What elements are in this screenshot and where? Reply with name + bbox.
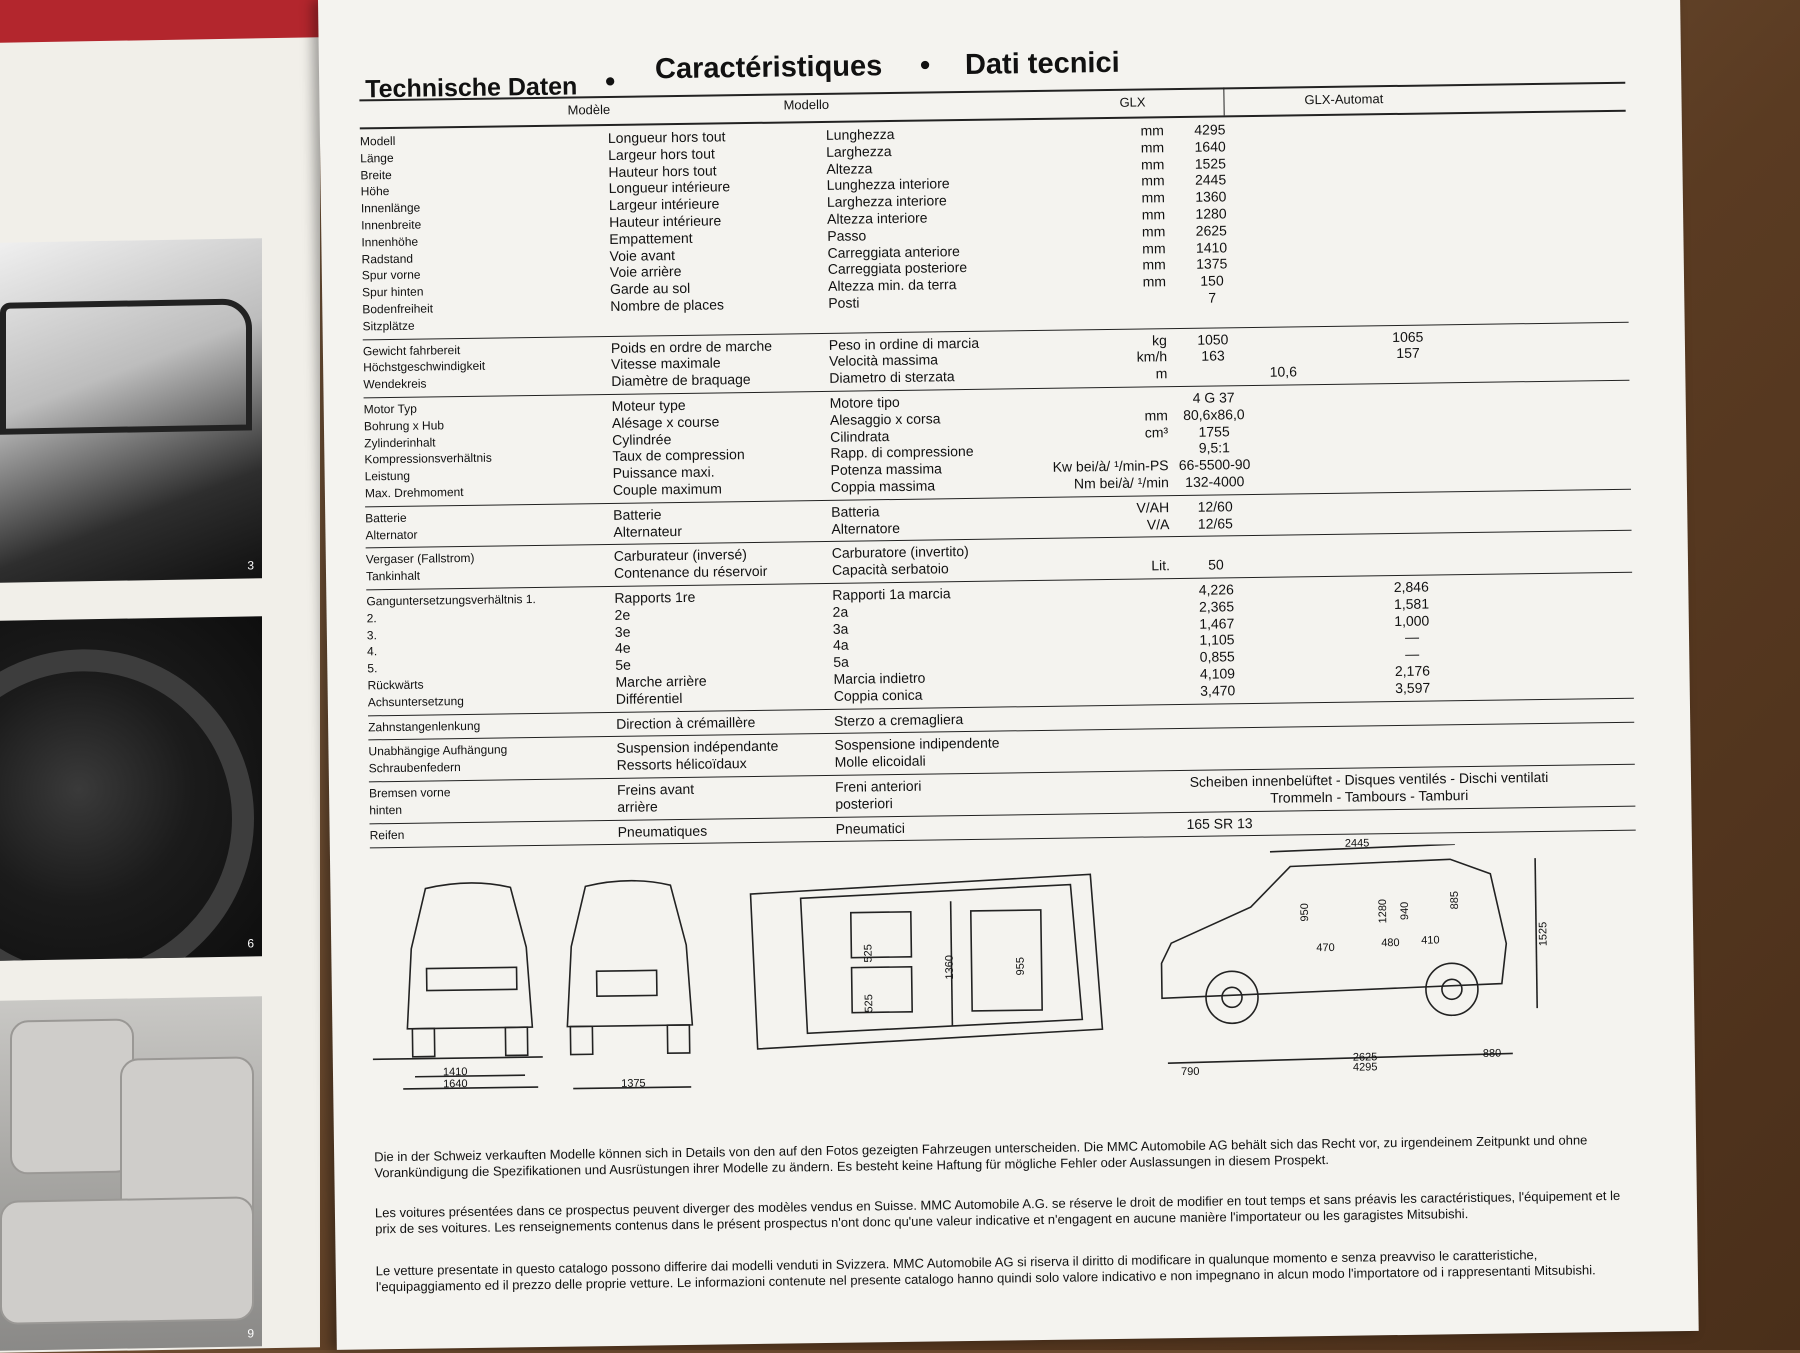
spec-cell-fr: Alésage x course bbox=[611, 413, 720, 431]
spec-column-de bbox=[363, 341, 486, 393]
spec-cell-auto: 1,000 bbox=[1394, 612, 1430, 629]
side-view-drawing bbox=[1160, 843, 1538, 1063]
spec-column-de bbox=[368, 742, 507, 778]
spec-cell-auto: 3,597 bbox=[1395, 679, 1431, 696]
spec-cell-de: Motor Typ bbox=[363, 401, 417, 417]
section-rule bbox=[364, 380, 1630, 399]
spec-cell-de: Breite bbox=[360, 167, 392, 183]
dim-inner-width: 1360 bbox=[943, 954, 956, 980]
spec-column-de bbox=[364, 400, 493, 503]
spec-column-unit bbox=[1044, 122, 1167, 308]
spec-cell-unit: mm bbox=[1141, 206, 1166, 223]
spec-cell-it: Velocità massima bbox=[828, 351, 939, 370]
spec-cell-de: Bohrung x Hub bbox=[363, 418, 445, 434]
spec-cell-fr: Direction à crémaillère bbox=[616, 713, 756, 732]
spec-column-glx bbox=[1159, 814, 1279, 832]
column-divider bbox=[1223, 87, 1224, 115]
spec-cell-de: 5. bbox=[367, 661, 378, 676]
spec-cell-fr: 3e bbox=[614, 623, 631, 640]
spec-cell-wide: Scheiben innenbelüftet - Disques ventilés - Dischi ventilati bbox=[1189, 768, 1549, 790]
spec-cell-de: Spur vorne bbox=[361, 267, 421, 283]
spec-cell-auto: 1,581 bbox=[1393, 595, 1430, 612]
spec-cell-unit: mm bbox=[1141, 222, 1166, 240]
title-bullet: • bbox=[919, 49, 931, 82]
spec-column-auto bbox=[1351, 578, 1473, 697]
column-header-fr: Modèle bbox=[567, 101, 611, 118]
dim-seat-a: 525 bbox=[862, 944, 875, 963]
spec-cell-de: Schraubenfedern bbox=[368, 760, 461, 776]
spec-cell-unit: mm bbox=[1142, 273, 1167, 290]
spec-cell-de: Spur hinten bbox=[361, 284, 424, 300]
spec-column-wide bbox=[1089, 767, 1649, 808]
spec-cell-fr: Freins avant bbox=[616, 780, 695, 798]
spec-cell-fr: Empattement bbox=[609, 229, 693, 247]
spec-cell-de: 4. bbox=[367, 644, 378, 659]
spec-cell-it: Sterzo a cremagliera bbox=[833, 710, 964, 729]
spec-cell-it: 5a bbox=[833, 653, 849, 671]
spec-cell-unit: mm bbox=[1141, 172, 1165, 189]
dim-rear-track: 1375 bbox=[621, 1077, 646, 1090]
spec-column-unit bbox=[1047, 332, 1168, 384]
top-view-drawing bbox=[750, 874, 1102, 1049]
spec-column-fr bbox=[616, 714, 756, 733]
dim-rear-inner: 955 bbox=[1014, 957, 1027, 976]
spec-cell-it: Larghezza interiore bbox=[826, 192, 947, 211]
spec-cell-unit: Lit. bbox=[1151, 557, 1171, 574]
spec-cell-glx: 1360 bbox=[1195, 188, 1227, 205]
spec-cell-shared: 10,6 bbox=[1269, 363, 1298, 380]
spec-cell-fr: Moteur type bbox=[611, 396, 686, 414]
spec-cell-it: Carreggiata posteriore bbox=[827, 259, 968, 278]
dim-h3: 940 bbox=[1398, 901, 1412, 921]
spec-cell-auto: 1065 bbox=[1392, 328, 1424, 345]
spec-cell-glx: 1525 bbox=[1194, 154, 1227, 172]
spec-cell-unit: m bbox=[1155, 365, 1168, 382]
spec-column-fr bbox=[618, 822, 708, 840]
spec-cell-fr: Longueur intérieure bbox=[608, 178, 731, 197]
spec-cell-glx: 1375 bbox=[1196, 255, 1228, 273]
spec-cell-glx: 0,855 bbox=[1199, 648, 1235, 665]
spec-cell-it: Altezza interiore bbox=[826, 209, 928, 227]
spec-cell-glx: 80,6x86,0 bbox=[1183, 405, 1245, 423]
spec-cell-glx: 1280 bbox=[1195, 205, 1227, 222]
spec-cell-shared bbox=[1223, 329, 1343, 347]
spec-column-it bbox=[831, 503, 900, 538]
spec-cell-fr: Diamètre de braquage bbox=[611, 371, 751, 390]
spec-cell-unit bbox=[1046, 290, 1166, 308]
spec-cell-it: Rapp. di compressione bbox=[830, 443, 974, 462]
spec-column-de bbox=[360, 132, 434, 335]
photo-roof-rack bbox=[0, 238, 262, 583]
car-drawings bbox=[370, 842, 1643, 1100]
dim-front-overhang: 790 bbox=[1180, 1065, 1200, 1079]
seat-shape bbox=[0, 1196, 254, 1324]
spec-cell-glx: 4,109 bbox=[1199, 665, 1236, 682]
spec-cell-fr: Marche arrière bbox=[615, 672, 707, 690]
photo-steering-wheel bbox=[0, 616, 262, 961]
spec-cell-unit: Nm bei/à/ ¹/min bbox=[1073, 474, 1169, 492]
spec-column-it bbox=[832, 543, 969, 579]
spec-cell-de: Wendekreis bbox=[363, 376, 427, 392]
spec-cell-it: Molle elicoidali bbox=[834, 752, 926, 771]
spec-cell-unit: mm bbox=[1140, 138, 1165, 156]
spec-cell-fr: Puissance maxi. bbox=[612, 463, 715, 482]
spec-column-it bbox=[834, 711, 963, 730]
spec-column-it bbox=[836, 819, 905, 837]
spec-cell-it: Peso in ordine di marcia bbox=[828, 334, 980, 353]
spec-cell-auto: — bbox=[1405, 645, 1420, 663]
dimension-diagrams bbox=[370, 837, 1643, 1100]
spec-cell-fr: Vitesse maximale bbox=[611, 354, 721, 373]
spec-column-it bbox=[832, 585, 952, 704]
spec-cell-de: Achsuntersetzung bbox=[367, 693, 464, 710]
photo-seats bbox=[0, 996, 262, 1351]
spec-cell-fr: Longueur hors tout bbox=[607, 128, 726, 146]
spec-cell-unit: mm bbox=[1142, 239, 1166, 257]
spec-cell-unit: V/AH bbox=[1136, 498, 1170, 516]
spec-column-de bbox=[366, 591, 537, 711]
spec-cell-de: Sitzplätze bbox=[362, 318, 415, 334]
spec-cell-it: Sospensione indipendente bbox=[834, 734, 1000, 754]
spec-column-shared bbox=[1223, 329, 1344, 381]
spec-cell-fr: Largeur hors tout bbox=[608, 145, 715, 163]
spec-cell-glx: 4295 bbox=[1194, 121, 1226, 138]
dim-wheelbase: 2625 bbox=[1352, 1051, 1378, 1064]
spec-cell-glx: 1050 bbox=[1197, 330, 1229, 348]
spec-cell-fr: arrière bbox=[617, 798, 658, 815]
spec-cell-unit: mm bbox=[1144, 406, 1168, 424]
spec-cell-fr: Largeur intérieure bbox=[608, 195, 720, 214]
spec-cell-unit: mm bbox=[1141, 189, 1165, 206]
spec-cell-it: Pneumatici bbox=[835, 819, 905, 837]
photo-number: 6 bbox=[247, 936, 254, 951]
spec-cell-fr: Suspension indépendante bbox=[616, 738, 779, 757]
spec-column-fr bbox=[612, 396, 746, 499]
spec-cell-fr: Alternateur bbox=[613, 522, 683, 540]
dim-410: 410 bbox=[1421, 934, 1440, 947]
column-header-glx-auto: GLX-Automat bbox=[1304, 91, 1384, 108]
spec-column-de bbox=[370, 826, 405, 843]
spec-cell-it: Altezza bbox=[826, 159, 873, 177]
spec-column-glx bbox=[1154, 389, 1275, 491]
seat-shape bbox=[10, 1018, 134, 1174]
spec-column-unit bbox=[1050, 541, 1170, 576]
spec-cell-de: Leistung bbox=[364, 468, 411, 484]
spec-cell-it: 4a bbox=[832, 637, 849, 654]
column-header-glx: GLX bbox=[1119, 94, 1146, 110]
spec-cell-it: Coppia massima bbox=[830, 477, 936, 495]
spec-cell-fr: Hauteur hors tout bbox=[608, 162, 717, 180]
spec-cell-it: Capacità serbatoio bbox=[831, 560, 949, 579]
spec-cell-glx: 4,226 bbox=[1198, 581, 1234, 598]
spec-cell-unit: cm³ bbox=[1144, 423, 1169, 441]
spec-cell-de: Länge bbox=[360, 150, 394, 166]
spec-cell-it: posteriori bbox=[835, 794, 893, 812]
spec-cell-shared bbox=[1223, 346, 1343, 364]
spec-cell-glx: 2625 bbox=[1195, 222, 1227, 239]
dim-seat-b: 525 bbox=[863, 994, 876, 1013]
dim-h4: 885 bbox=[1448, 890, 1461, 910]
spec-cell-de: Kompressionsverhältnis bbox=[364, 451, 492, 467]
spec-cell-glx: 165 SR 13 bbox=[1186, 814, 1253, 832]
disclaimer-it-text: Le vetture presentate in questo catalogo possono differire dai modelli venduti in Svizzera. MMC Automobile AG si riserva il diritto di modificare in qualunque momento e senza preavviso le caratteristiche, l'equipaggiamento ed il prezzo delle proprie vetture. Le informazioni contenute nel presente catalogo hanno quindi solo valore indicativo e non impegnano in alcun modo l'importatore od i rappresentanti Mitsubishi. bbox=[375, 1247, 1596, 1295]
spec-cell-fr: Ressorts hélicoïdaux bbox=[616, 755, 747, 774]
spec-cell-auto: 2,176 bbox=[1394, 662, 1431, 680]
steering-wheel-shape bbox=[0, 646, 254, 960]
spec-cell-de: Modell bbox=[359, 133, 396, 149]
spec-cell-fr: Nombre de places bbox=[610, 296, 725, 314]
disclaimer-de bbox=[374, 1132, 1624, 1181]
spec-cell-it: Cilindrata bbox=[830, 427, 890, 445]
spec-cell-de: Max. Drehmoment bbox=[364, 485, 464, 501]
spec-cell-de: Ganguntersetzungsverhältnis 1. bbox=[366, 592, 536, 609]
disclaimer-de-text: Die in der Schweiz verkauften Modelle können sich in Details von den auf den Fotos gezeigten Fahrzeugen unterscheiden. Die MMC Automobile AG behält sich das Recht vor, zu irgendeinem Zeitpunkt und ohne Vorankündigung die Spezifikationen und Ausrüstungen ihrer Modelle zu ändern. Es besteht keine Haftung für mögliche Fehler oder Auslassungen in diesem Prospekt. bbox=[374, 1132, 1588, 1181]
spec-cell-it: Alternatore bbox=[831, 519, 901, 537]
spec-cell-fr: Couple maximum bbox=[612, 480, 722, 498]
spec-cell-it: Alesaggio x corsa bbox=[829, 410, 941, 428]
spec-cell-unit: mm bbox=[1142, 256, 1166, 273]
title-de: Technische Daten bbox=[365, 72, 578, 104]
spec-column-fr bbox=[608, 128, 732, 314]
section-rule bbox=[368, 722, 1634, 741]
spec-cell-de: Vergaser (Fallstrom) bbox=[365, 551, 475, 567]
spec-cell-auto: 157 bbox=[1396, 345, 1420, 362]
spec-cell-glx: 1,467 bbox=[1199, 614, 1235, 632]
spec-cell-it: Carburatore (invertito) bbox=[831, 543, 969, 562]
spec-cell-glx: 2,365 bbox=[1198, 598, 1235, 615]
spec-cell-de: Zylinderinhalt bbox=[364, 434, 436, 450]
spec-cell-de: Gewicht fahrbereit bbox=[362, 342, 461, 359]
spec-cell-fr: Batterie bbox=[613, 506, 662, 523]
spec-cell-it: Rapporti 1a marcia bbox=[832, 585, 951, 603]
spec-cell-de: Radstand bbox=[361, 251, 414, 266]
spec-cell-unit bbox=[1048, 390, 1168, 408]
spec-cell-unit: kg bbox=[1151, 331, 1167, 348]
spec-cell-glx: 66-5500-90 bbox=[1178, 456, 1251, 474]
spec-column-it bbox=[834, 735, 999, 771]
spec-cell-it: Potenza massima bbox=[830, 460, 942, 479]
spec-cell-glx: 1410 bbox=[1195, 238, 1228, 256]
spec-cell-glx: 2445 bbox=[1194, 171, 1227, 189]
spec-cell-it: Posti bbox=[828, 294, 860, 311]
spec-column-de bbox=[365, 509, 417, 543]
disclaimer-fr bbox=[375, 1188, 1625, 1237]
spec-cell-it: Marcia indietro bbox=[833, 669, 926, 687]
column-header-it: Modello bbox=[783, 96, 830, 113]
spec-cell-de: Zahnstangenlenkung bbox=[368, 718, 481, 734]
spec-cell-fr: Garde au sol bbox=[609, 280, 691, 298]
header-rule bbox=[360, 110, 1626, 130]
dim-length: 4295 bbox=[1352, 1061, 1378, 1074]
spec-cell-wide: Trommeln - Tambours - Tamburi bbox=[1270, 786, 1469, 806]
spec-cell-auto: 2,846 bbox=[1393, 578, 1429, 596]
rear-view-drawing bbox=[565, 880, 693, 1089]
spec-column-fr bbox=[611, 337, 773, 390]
photo-number: 9 bbox=[247, 1326, 254, 1341]
spec-cell-glx: 1640 bbox=[1194, 138, 1226, 155]
spec-cell-glx: 7 bbox=[1208, 289, 1217, 306]
spec-cell-de: Bodenfreiheit bbox=[362, 301, 434, 317]
spec-cell-fr: Voie avant bbox=[609, 246, 676, 264]
spec-cell-glx: 1,105 bbox=[1199, 631, 1235, 649]
spec-cell-it: 2a bbox=[832, 603, 849, 620]
spec-cell-fr: Taux de compression bbox=[612, 446, 745, 465]
spec-cell-glx: 163 bbox=[1201, 347, 1225, 365]
spec-cell-fr: Carburateur (inversé) bbox=[613, 546, 747, 565]
spec-cell-de: 3. bbox=[366, 627, 377, 642]
spec-cell-auto: — bbox=[1404, 629, 1420, 646]
spec-cell-it: 3a bbox=[832, 620, 849, 637]
spec-cell-it: Passo bbox=[827, 227, 867, 244]
spec-cell-de: Reifen bbox=[369, 827, 405, 842]
spec-cell-it: Larghezza bbox=[826, 142, 892, 160]
dim-top-length: 2445 bbox=[1344, 837, 1370, 850]
spec-cell-de: Tankinhalt bbox=[365, 568, 421, 584]
spec-cell-fr: Rapports 1re bbox=[614, 588, 696, 606]
title-it: Dati tecnici bbox=[964, 46, 1120, 81]
spec-cell-fr: 5e bbox=[615, 656, 632, 674]
spec-cell-fr: Différentiel bbox=[615, 689, 683, 707]
section-rule bbox=[365, 489, 1631, 508]
spec-column-glx bbox=[1156, 539, 1276, 574]
spec-cell-de: hinten bbox=[369, 802, 403, 818]
spec-cell-unit: mm bbox=[1140, 122, 1165, 139]
dim-h1: 950 bbox=[1298, 903, 1312, 922]
spec-column-it bbox=[829, 334, 980, 386]
dim-470: 470 bbox=[1316, 941, 1335, 955]
spec-column-de bbox=[366, 550, 475, 585]
roof-rack-shape bbox=[0, 298, 252, 434]
section-rule bbox=[368, 697, 1634, 716]
spec-cell-fr: Hauteur intérieure bbox=[609, 212, 722, 230]
spec-cell-it: Diametro di sterzata bbox=[829, 368, 955, 387]
spec-cell-de: Höchstgeschwindigkeit bbox=[363, 359, 486, 375]
spec-cell-unit: mm bbox=[1140, 155, 1165, 173]
spec-cell-glx: 1755 bbox=[1198, 422, 1230, 440]
dim-front-track: 1410 bbox=[442, 1066, 468, 1079]
spec-cell-de: Bremsen vorne bbox=[368, 785, 451, 801]
spec-cell-glx: 4 G 37 bbox=[1192, 389, 1235, 406]
spec-cell-fr: Voie arrière bbox=[609, 263, 682, 281]
spec-column-unit bbox=[1049, 499, 1169, 534]
spec-cell-unit bbox=[1048, 441, 1168, 459]
spec-cell-de: 2. bbox=[366, 611, 377, 626]
dim-rear-overhang: 880 bbox=[1482, 1047, 1502, 1060]
spec-column-glx bbox=[1156, 581, 1278, 700]
spec-cell-de: Innenhöhe bbox=[361, 234, 419, 250]
spec-column-fr bbox=[614, 589, 707, 708]
spec-cell-fr: 4e bbox=[614, 640, 631, 657]
spec-cell-glx: 50 bbox=[1208, 556, 1224, 573]
disclaimer-fr-text: Les voitures présentées dans ce prospectus peuvent diverger des modèles vendus en Suisse. MMC Automobile A.G. se réserve le droit de modifier en tout temps et sans préavis les caractéristiques, l'équipement et le prix de ses voitures. Les renseignements contenus dans le présent prospectus n'ont donc qu'une valeur indicative et n'engagent en aucune manière l'importateur ou les garagistes Mitsubishi. bbox=[374, 1187, 1621, 1237]
spec-cell-de: Innenbreite bbox=[361, 217, 422, 233]
spec-column-fr bbox=[614, 546, 768, 582]
spec-column-it bbox=[826, 125, 968, 312]
disclaimer-it bbox=[376, 1246, 1626, 1295]
spec-column-fr bbox=[617, 781, 695, 816]
spec-cell-unit bbox=[1050, 541, 1170, 559]
spec-cell-it: Motore tipo bbox=[829, 393, 900, 411]
spec-cell-unit: V/A bbox=[1146, 515, 1170, 533]
spec-column-glx bbox=[1155, 497, 1275, 532]
spec-cell-glx: 3,470 bbox=[1200, 682, 1236, 699]
left-page bbox=[0, 37, 320, 1353]
spec-cell-auto bbox=[1348, 361, 1468, 379]
spec-cell-it: Freni anteriori bbox=[834, 777, 922, 795]
spec-cell-unit: km/h bbox=[1136, 348, 1168, 365]
spec-column-it bbox=[830, 393, 975, 496]
spec-cell-fr: Poids en ordre de marche bbox=[610, 337, 773, 356]
spec-cell-de: Batterie bbox=[365, 510, 407, 526]
spec-cell-it: Batteria bbox=[831, 503, 880, 520]
spec-cell-it: Altezza min. da terra bbox=[827, 276, 957, 295]
front-view-drawing bbox=[370, 882, 543, 1089]
spec-cell-unit: Kw bei/à/ ¹/min-PS bbox=[1052, 457, 1169, 475]
title-bullet: • bbox=[604, 65, 616, 98]
spec-cell-glx: 12/60 bbox=[1197, 498, 1233, 515]
spec-cell-glx: 150 bbox=[1200, 272, 1224, 289]
spec-cell-de: Innenlänge bbox=[360, 200, 421, 216]
section-rule bbox=[369, 805, 1635, 824]
spec-page bbox=[318, 0, 1699, 1350]
title-fr: Caractéristiques bbox=[654, 50, 883, 86]
spec-cell-de: Höhe bbox=[360, 184, 390, 199]
dim-h2: 1280 bbox=[1376, 898, 1390, 924]
spec-cell-de: Rückwärts bbox=[367, 677, 424, 693]
spec-cell-it: Carreggiata anteriore bbox=[827, 242, 960, 261]
spec-cell-glx: 12/65 bbox=[1197, 514, 1234, 532]
spec-cell-glx bbox=[1156, 539, 1276, 557]
dim-front-width: 1640 bbox=[443, 1078, 468, 1091]
spec-column-glx bbox=[1150, 121, 1273, 307]
photo-number: 3 bbox=[247, 558, 254, 573]
spec-cell-fr: Cylindrée bbox=[612, 430, 672, 448]
spec-column-fr bbox=[616, 738, 778, 774]
dim-height: 1525 bbox=[1537, 921, 1550, 947]
spec-column-unit bbox=[1048, 390, 1169, 492]
spec-cell-fr: Pneumatiques bbox=[617, 822, 708, 840]
spec-column-de bbox=[368, 717, 480, 735]
spec-cell-fr: Contenance du réservoir bbox=[613, 562, 768, 582]
spec-column-it bbox=[835, 778, 922, 813]
spec-cell-glx: 9,5:1 bbox=[1198, 439, 1231, 457]
spec-cell-it: Lunghezza interiore bbox=[826, 175, 950, 194]
spec-cell-de: Unabhängige Aufhängung bbox=[368, 742, 508, 759]
spec-cell-it: Lunghezza bbox=[825, 125, 895, 143]
spec-cell-it: Coppia conica bbox=[833, 686, 923, 704]
spec-column-de bbox=[369, 784, 451, 819]
spec-column-fr bbox=[613, 506, 682, 541]
section-rule bbox=[366, 530, 1632, 549]
spec-cell-glx: 132-4000 bbox=[1185, 473, 1245, 490]
dim-480: 480 bbox=[1381, 936, 1400, 950]
spec-cell-fr: 2e bbox=[614, 606, 631, 623]
spec-cell-de: Alternator bbox=[365, 527, 418, 542]
spec-column-auto bbox=[1348, 328, 1469, 380]
